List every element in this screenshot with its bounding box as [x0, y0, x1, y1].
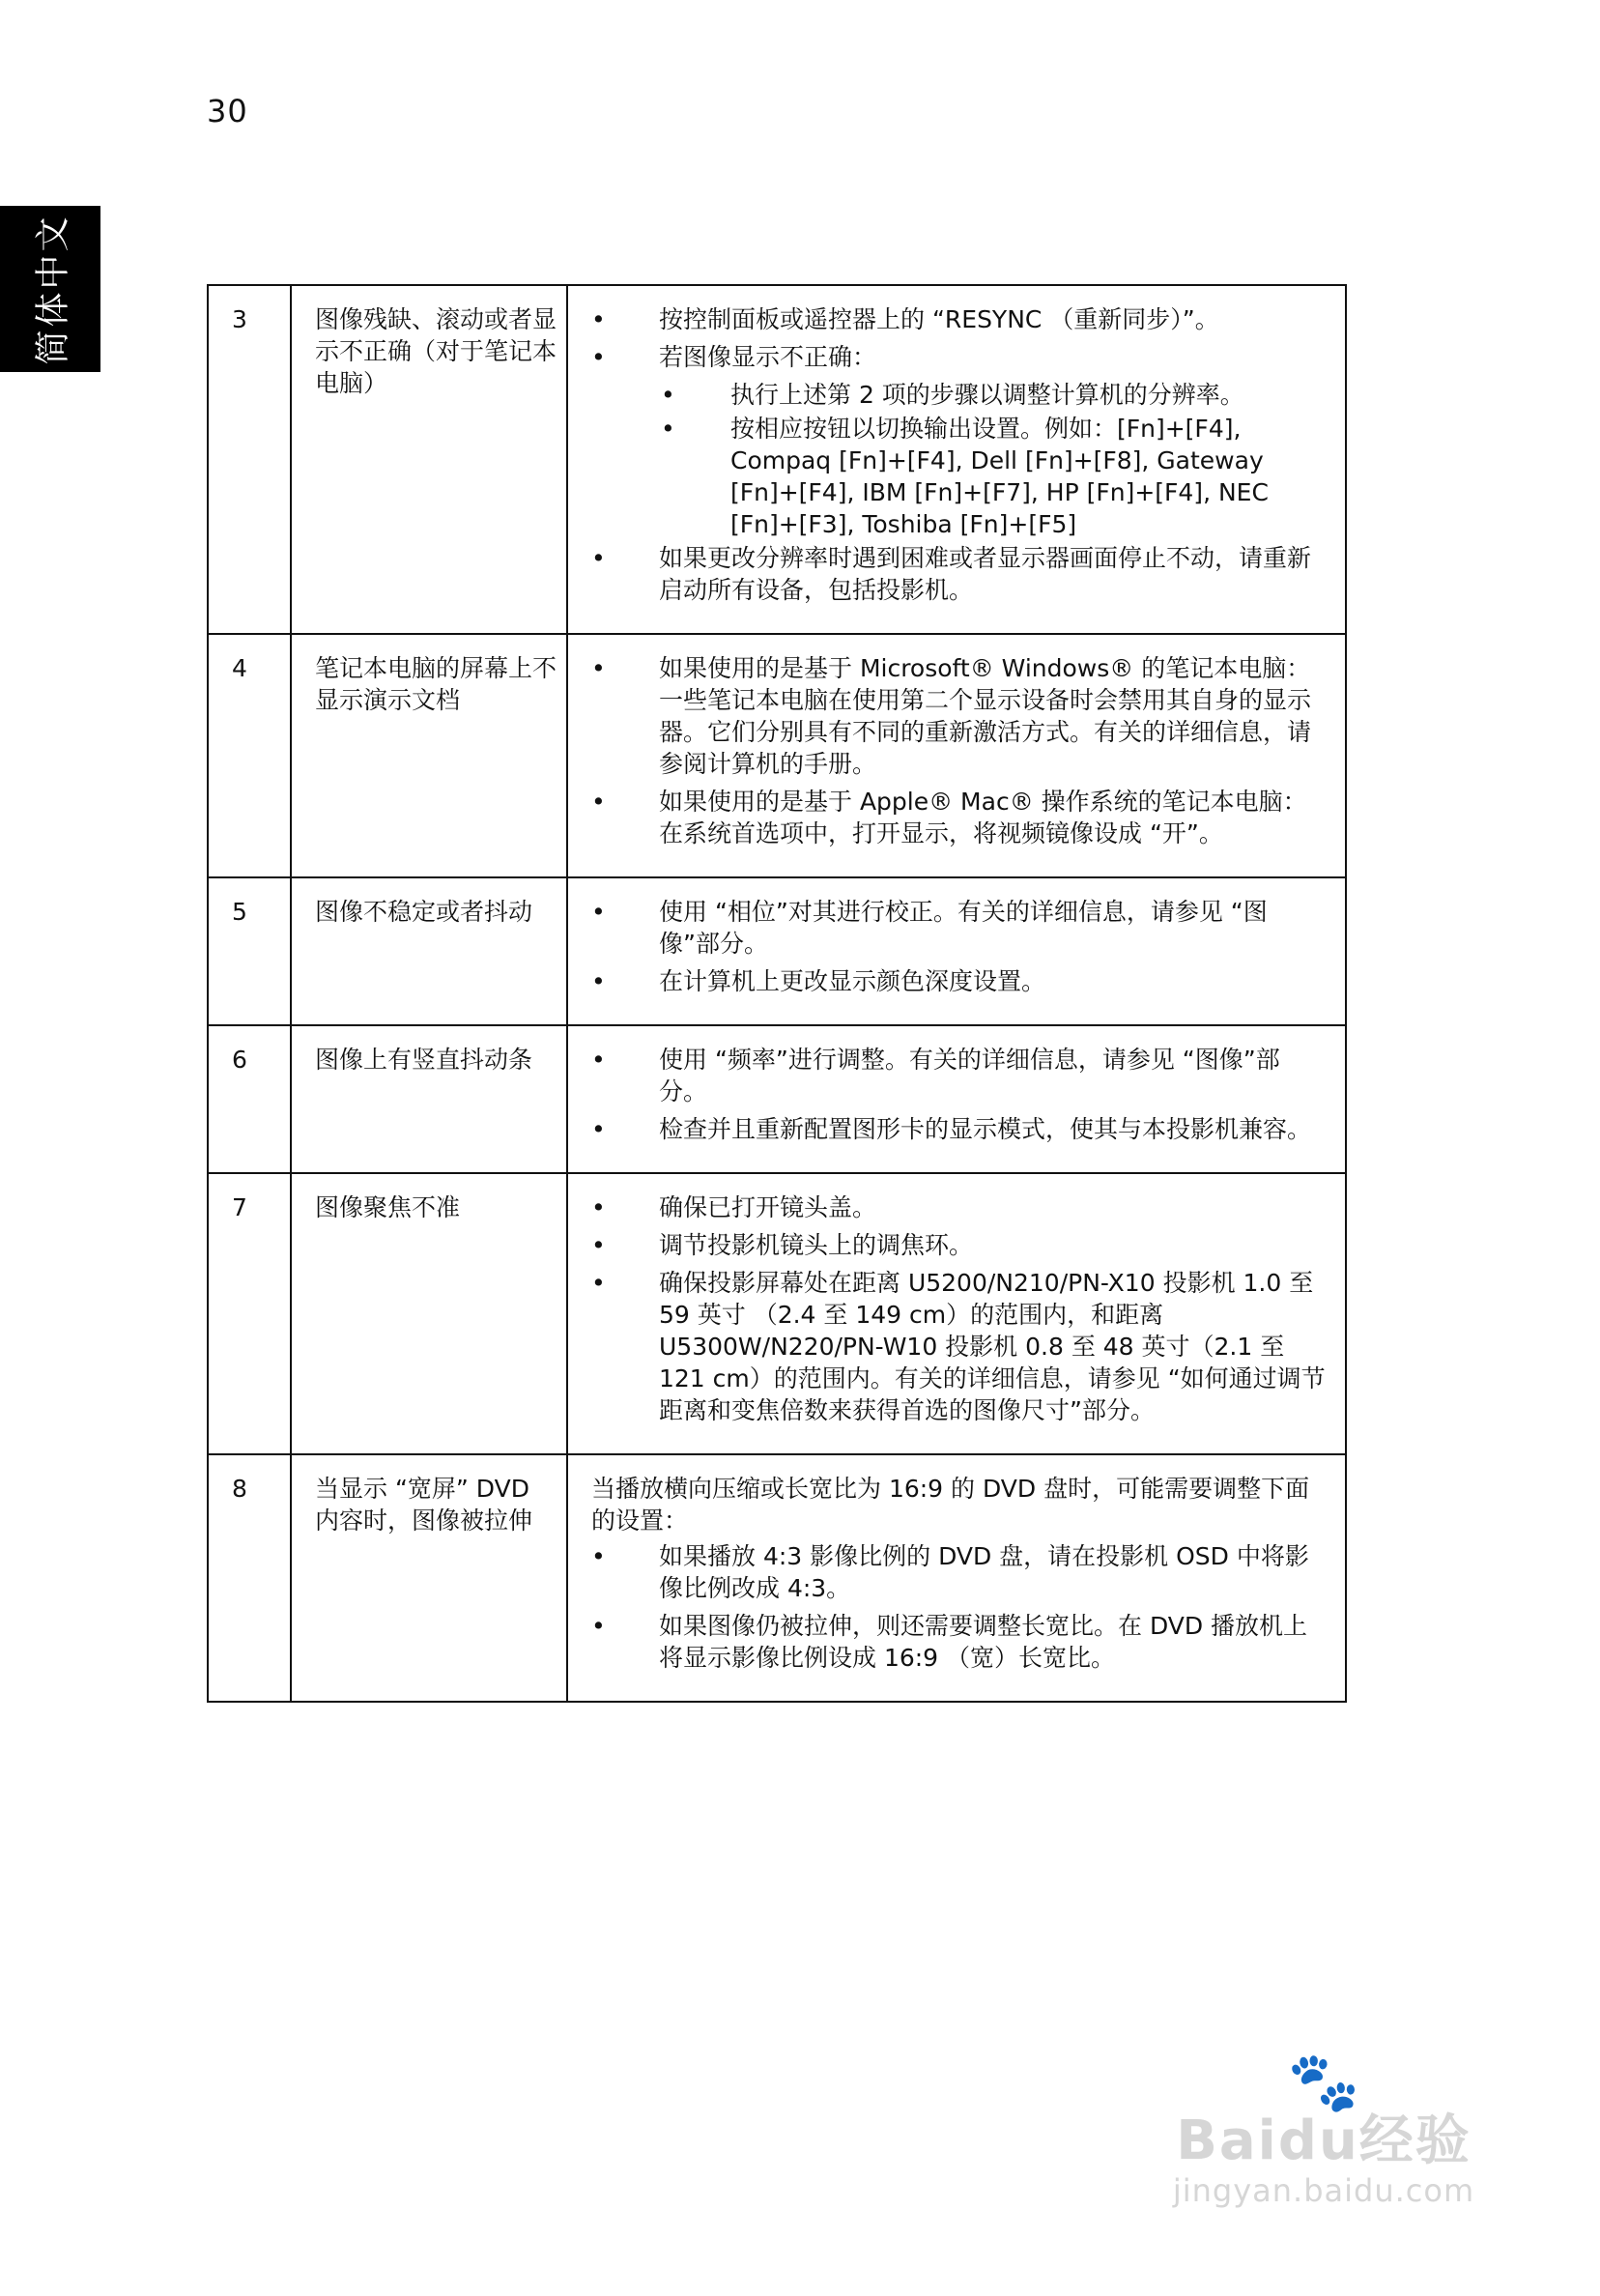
- problem-description: 图像不稳定或者抖动: [291, 877, 567, 1025]
- bullet-item: • 使用 “相位”对其进行校正。有关的详细信息，请参见 “图像”部分。: [591, 896, 1326, 960]
- bullet-item: • 确保已打开镜头盖。: [591, 1191, 1326, 1223]
- language-side-tab-label: 简体中文: [33, 213, 73, 365]
- bullet-item: • 如果使用的是基于 Apple® Mac® 操作系统的笔记本电脑：在系统首选项中，打开显示，将视频镜像设成 “开”。: [591, 786, 1326, 849]
- row-number: 4: [208, 634, 291, 877]
- problem-description: 当显示 “宽屏” DVD 内容时，图像被拉伸: [291, 1454, 567, 1702]
- row-number: 6: [208, 1025, 291, 1173]
- solution-cell: [567, 285, 1346, 634]
- troubleshooting-table: [207, 284, 1347, 1703]
- problem-description: 图像聚焦不准: [291, 1173, 567, 1454]
- bullet-item: • 如果图像仍被拉伸，则还需要调整长宽比。在 DVD 播放机上将显示影像比例设成 16:9 （宽）长宽比。: [591, 1610, 1326, 1674]
- bullet-item: • 在计算机上更改显示颜色深度设置。: [591, 965, 1326, 997]
- sub-bullet-item: • 按相应按钮以切换输出设置。例如：[Fn]+[F4], Compaq [Fn]+[F4], Dell [Fn]+[F8], Gateway [Fn]+[F4], IBM [Fn]+[F7], HP [Fn]+[F4], NEC [Fn]+[F3], Toshiba [Fn]+[F5]: [591, 413, 1326, 540]
- bullet-item: • 确保投影屏幕处在距离 U5200/N210/PN-X10 投影机 1.0 至 59 英寸 （2.4 至 149 cm）的范围内，和距离 U5300W/N220/PN-W10 投影机 0.8 至 48 英寸（2.1 至 121 cm）的范围内。有关的详细信息，请参见 “如何通过调节距离和变焦倍数来获得首选的图像尺寸”部分。: [591, 1267, 1326, 1426]
- table-row: [208, 634, 1346, 877]
- problem-description: 图像残缺、滚动或者显示不正确（对于笔记本电脑）: [291, 285, 567, 634]
- bullet-item: • 如果更改分辨率时遇到困难或者显示器画面停止不动，请重新启动所有设备，包括投影机。: [591, 542, 1326, 606]
- paw-logo-icon: 🐾: [1287, 2049, 1360, 2116]
- table-row: [208, 877, 1346, 1025]
- solution-cell: [567, 1454, 1346, 1702]
- bullet-item: • 调节投影机镜头上的调焦环。: [591, 1229, 1326, 1261]
- solution-cell: [567, 877, 1346, 1025]
- bullet-item: • 按控制面板或遥控器上的 “RESYNC （重新同步）”。: [591, 303, 1326, 335]
- table-row: [208, 285, 1346, 634]
- row-number: 5: [208, 877, 291, 1025]
- bullet-item: • 使用 “频率”进行调整。有关的详细信息，请参见 “图像”部分。: [591, 1044, 1326, 1107]
- row-number: 8: [208, 1454, 291, 1702]
- bullet-item: • 如果使用的是基于 Microsoft® Windows® 的笔记本电脑：一些笔记本电脑在使用第二个显示设备时会禁用其自身的显示器。它们分别具有不同的重新激活方式。有关的详细信息，请参阅计算机的手册。: [591, 652, 1326, 780]
- table-row: [208, 1025, 1346, 1173]
- problem-description: 图像上有竖直抖动条: [291, 1025, 567, 1173]
- table-row: [208, 1454, 1346, 1702]
- solution-cell: [567, 1025, 1346, 1173]
- watermark-logo-text: Baidu经验: [1176, 2109, 1471, 2172]
- solution-cell: [567, 1173, 1346, 1454]
- solution-lead-text: 当播放横向压缩或长宽比为 16:9 的 DVD 盘时，可能需要调整下面的设置：: [591, 1475, 1310, 1535]
- language-side-tab: [0, 206, 100, 372]
- watermark-url: jingyan.baidu.com: [1172, 2172, 1475, 2209]
- baidu-jingyan-watermark: [1140, 2049, 1507, 2247]
- bullet-item: • 若图像显示不正确：: [591, 341, 1326, 373]
- row-number: 7: [208, 1173, 291, 1454]
- sub-bullet-item: • 执行上述第 2 项的步骤以调整计算机的分辨率。: [591, 379, 1326, 411]
- problem-description: 笔记本电脑的屏幕上不显示演示文档: [291, 634, 567, 877]
- row-number: 3: [208, 285, 291, 634]
- bullet-item: • 检查并且重新配置图形卡的显示模式，使其与本投影机兼容。: [591, 1113, 1326, 1145]
- table-row: [208, 1173, 1346, 1454]
- bullet-item: • 如果播放 4:3 影像比例的 DVD 盘，请在投影机 OSD 中将影像比例改成 4:3。: [591, 1540, 1326, 1604]
- solution-cell: [567, 634, 1346, 877]
- page-number: 30: [207, 93, 248, 129]
